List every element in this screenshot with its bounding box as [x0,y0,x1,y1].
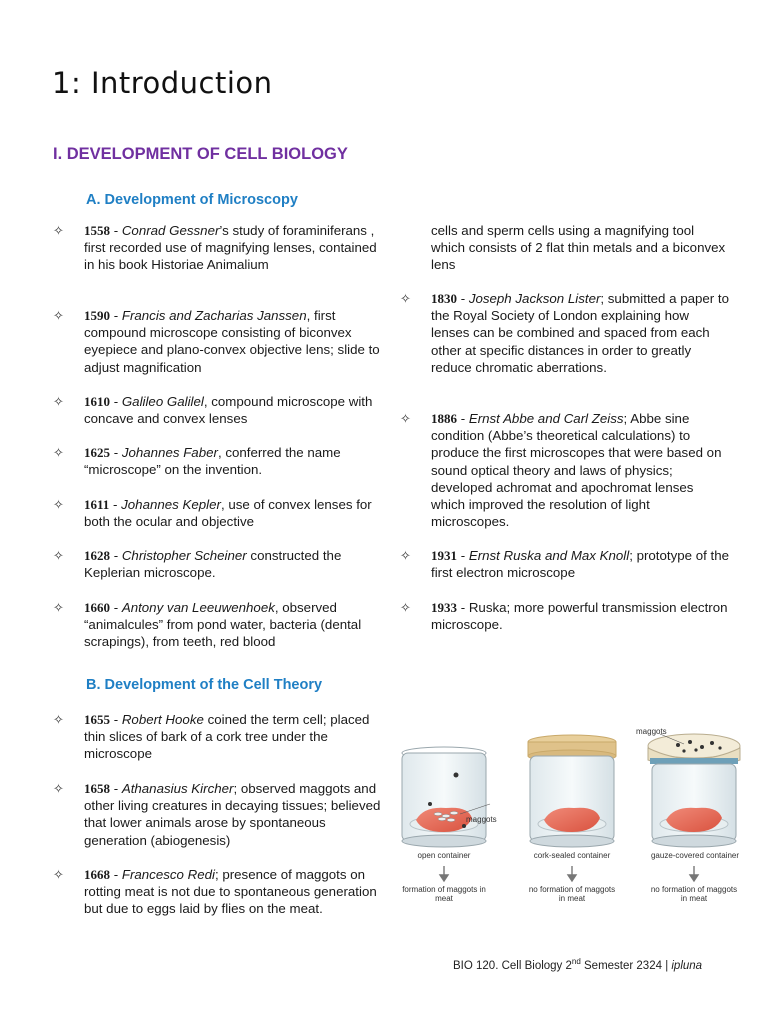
result-label-gauze: no formation of maggots in meat [650,885,738,903]
four-pointed-star-icon: ✧ [53,497,64,512]
entry-person: Johannes Faber [121,445,218,460]
timeline-entry [53,444,384,478]
entry-person: Robert Hooke [121,712,204,727]
entry-person: Francesco Redi [121,867,215,882]
timeline-entry [400,410,731,530]
timeline-entry [53,547,384,581]
entry-person: Johannes Kepler [121,497,221,512]
page-footer [453,957,702,972]
timeline-entry [53,599,384,651]
entry-person: Francis and Zacharias Janssen [121,308,307,323]
entry-separator: - [110,394,122,409]
entry-description: , observed “animalcules” from pond water, bacteria (dental scrapings), from teeth, red blood [84,600,362,650]
page-title: 1: Introduction [52,66,273,100]
entry-description: coined the term cell; placed thin slices of bark of a cork tree under the microscope [84,712,370,762]
four-pointed-star-icon: ✧ [400,291,411,306]
four-pointed-star-icon: ✧ [400,548,411,563]
entry-description: ; submitted a paper to the Royal Society of London explaining how lenses can be combined and spaced from each other at specific distances in order to greatly reduce chromatic aberrations. [431,291,730,375]
footer-course: BIO 120. Cell Biology 2 [453,959,572,972]
entry-description: , first compound microscope consisting of biconvex eyepiece and plano-convex objective lens; slide to adjust magnification [84,308,380,375]
entry-year: 1558 [84,223,110,238]
container-label-open: open container [417,851,471,860]
entry-description: , use of convex lenses for both the ocular and objective [84,497,372,530]
entry-description: constructed the Keplerian microscope. [84,548,342,581]
gauze-covered-jar [648,734,740,847]
entry-separator: - [457,600,469,615]
maggots-label-open: maggots [466,815,497,824]
section-title: I. DEVELOPMENT OF CELL BIOLOGY [53,145,348,163]
four-pointed-star-icon: ✧ [400,600,411,615]
entry-separator: - [457,548,469,563]
entry-separator: - [110,308,122,323]
entry-separator: - [457,291,469,306]
entry-year: 1610 [84,394,110,409]
entry-year: 1830 [431,291,457,306]
entry-description: , compound microscope with concave and convex lenses [84,394,373,427]
entry-separator: - [110,867,122,882]
entry-separator: - [457,411,469,426]
entry-separator: - [110,548,122,563]
four-pointed-star-icon: ✧ [53,600,64,615]
entry-year: 1658 [84,781,110,796]
four-pointed-star-icon: ✧ [53,308,64,323]
entry-year: 1628 [84,548,110,563]
arrow-icons [440,866,698,881]
result-label-cork: no formation of maggots in meat [528,885,616,903]
entry-person: Galileo Galilel [121,394,204,409]
footer-superscript: nd [571,957,581,966]
entry-description: ’s study of foraminiferans , first recorded use of magnifying lenses, contained in his book Historiae Animalium [84,223,377,273]
entry-year: 1625 [84,445,110,460]
result-label-open: formation of maggots in meat [402,885,486,903]
entry-person: Antony van Leeuwenhoek [121,600,275,615]
entry-description: ; prototype of the first electron microscope [431,548,729,581]
open-jar [402,747,490,847]
entry-person: Athanasius Kircher [121,781,234,796]
four-pointed-star-icon: ✧ [53,781,64,796]
entry-year: 1668 [84,867,110,882]
entry-separator: - [110,445,122,460]
four-pointed-star-icon: ✧ [53,712,64,727]
entry-separator: - [110,223,122,238]
four-pointed-star-icon: ✧ [53,223,64,238]
timeline-entry [53,711,384,763]
container-label-gauze: gauze-covered container [650,851,740,860]
container-label-cork: cork-sealed container [533,851,611,860]
entry-description: ; Abbe sine condition (Abbe’s theoretical calculations) to produce the first microscopes that were based on sound optical theory and laws of physics; developed achromat and apochromat lenses which improved the resolution of light microscopes. [431,411,722,530]
four-pointed-star-icon: ✧ [400,411,411,426]
entry-year: 1590 [84,308,110,323]
timeline-entry [53,222,384,274]
timeline-entry [400,599,731,633]
redi-experiment-figure [394,720,754,915]
entry-person: Conrad Gessner [121,223,220,238]
timeline-entry [400,547,731,581]
entry-year: 1655 [84,712,110,727]
entry-separator: - [109,497,122,512]
four-pointed-star-icon: ✧ [53,394,64,409]
entry-description: , conferred the name “microscope” on the invention. [84,445,341,478]
four-pointed-star-icon: ✧ [53,548,64,563]
entry-person: Ernst Abbe and Carl Zeiss [468,411,624,426]
entry-year: 1931 [431,548,457,563]
timeline-entry [53,307,384,376]
entry-year: 1933 [431,600,457,615]
four-pointed-star-icon: ✧ [53,445,64,460]
maggots-label-gauze: maggots [636,727,667,736]
subsection-cell-theory: B. Development of the Cell Theory [86,677,323,693]
entry-separator: - [110,781,122,796]
entry-person: Christopher Scheiner [121,548,247,563]
entry-description: ; presence of maggots on rotting meat is not due to spontaneous generation but due to eggs laid by flies on the meat. [84,867,377,917]
entry-year: 1886 [431,411,457,426]
entry-description: ; observed maggots and other living creatures in decaying tissues; believed that lower animals arose by spontaneous generation (abiogenesis) [84,781,381,848]
entry-separator: - [110,712,122,727]
entry-year: 1660 [84,600,110,615]
subsection-microscopy: A. Development of Microscopy [86,192,298,208]
timeline-entry [53,866,384,918]
timeline-entry [53,780,384,849]
entry-separator: - [110,600,122,615]
microscopy-continuation: cells and sperm cells using a magnifying tool which consists of 2 flat thin metals and a biconvex lens [431,223,726,273]
cork-sealed-jar [528,735,616,847]
entry-description: Ruska; more powerful transmission electron microscope. [431,600,728,633]
entry-year: 1611 [84,497,110,512]
four-pointed-star-icon: ✧ [53,867,64,882]
footer-author: ipluna [671,959,703,972]
timeline-entry [400,290,731,376]
timeline-entry [53,496,384,530]
entry-person: Joseph Jackson Lister [468,291,601,306]
footer-semester: Semester 2324 | [580,959,672,972]
entry-person: Ernst Ruska and Max Knoll [468,548,630,563]
timeline-entry [53,393,384,427]
